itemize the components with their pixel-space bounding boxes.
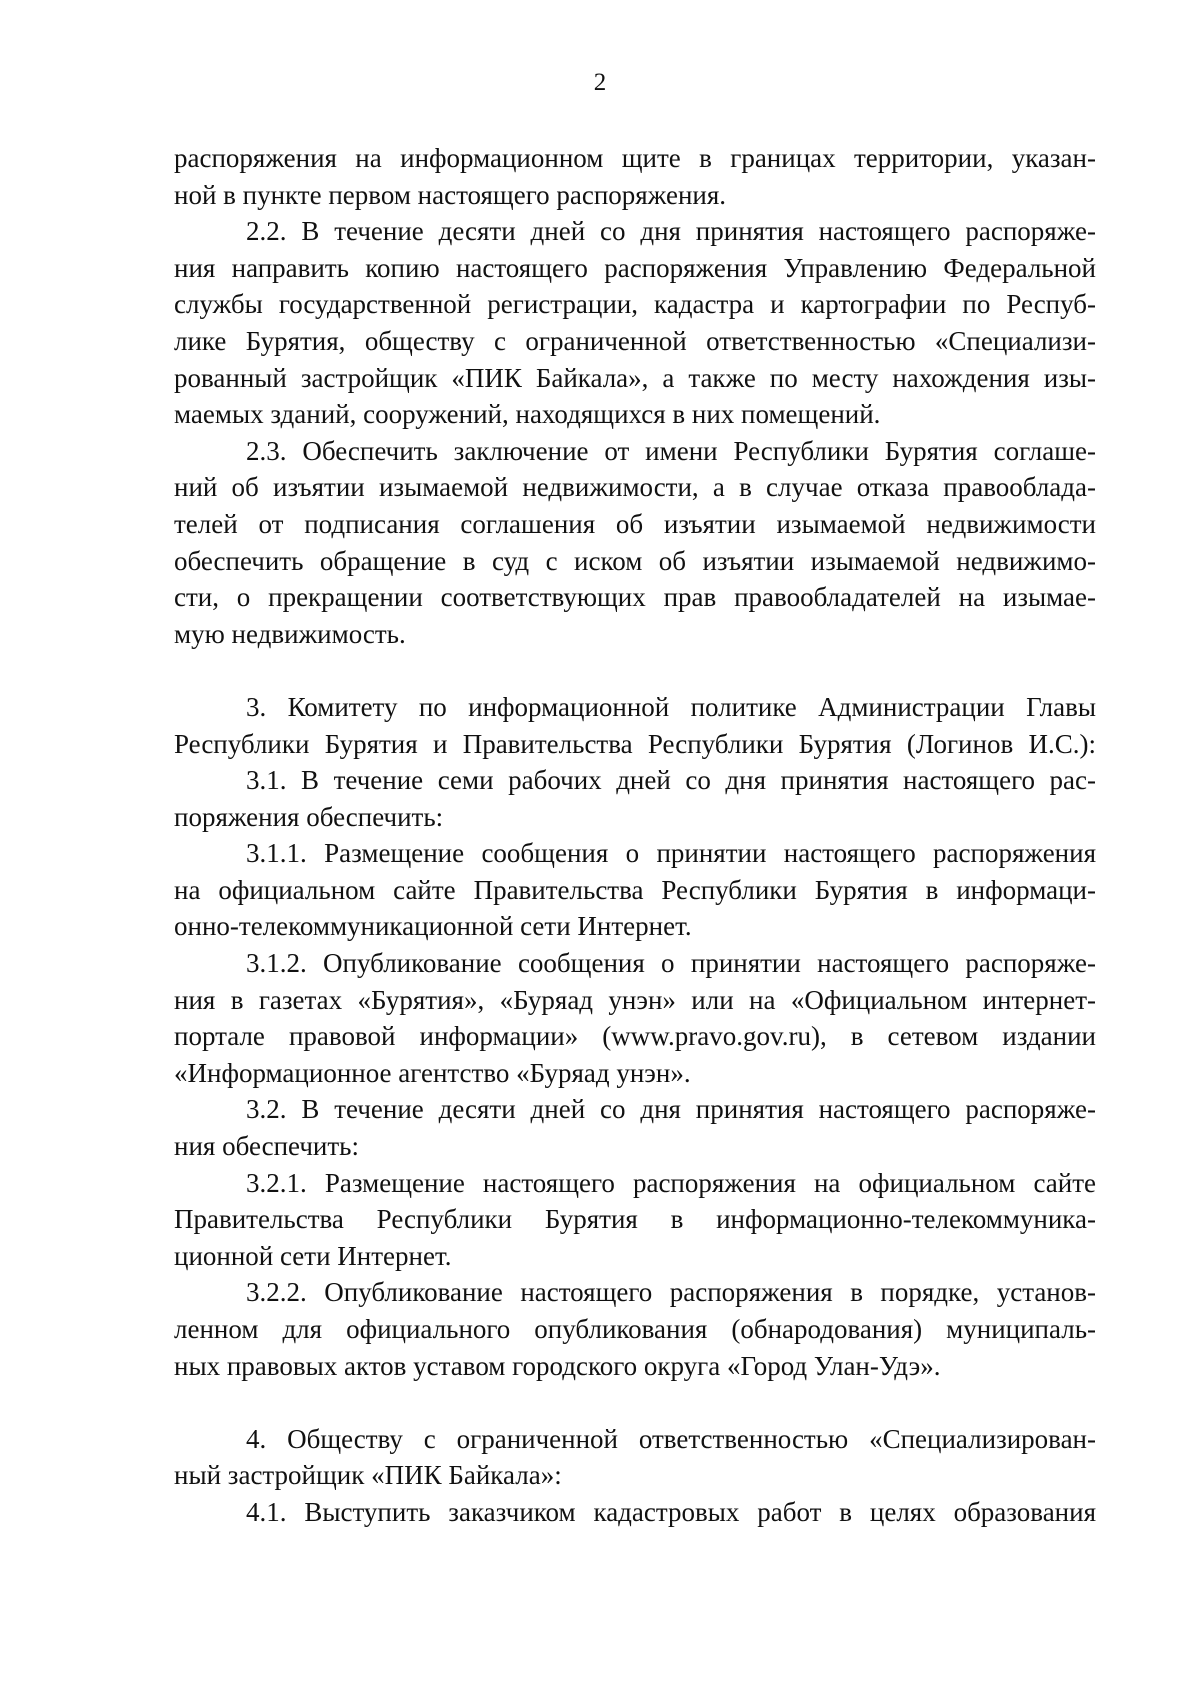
text-line: службы государственной регистрации, кадастра и картографии по Респуб- [174,289,1096,320]
text-line: мую недвижимость. [174,618,406,649]
text-line: ной в пункте первом настоящего распоряжения. [174,179,727,210]
text-line: ленном для официального опубликования (обнародования) муниципаль- [174,1314,1096,1344]
text-line: 3.1. В течение семи рабочих дней со дня принятия настоящего рас- [246,765,1096,796]
text-line: распоряжения на информационном щите в границах территории, указан- [174,143,1096,173]
text-line: телей от подписания соглашения об изъятии изымаемой недвижимости [174,508,1096,539]
text-line: 2.3. Обеспечить заключение от имени Республики Бурятия соглаше- [246,435,1096,466]
text-line: поряжения обеспечить: [174,801,444,832]
text-line: портале правовой информации» (www.pravo.gov.ru), в сетевом издании [174,1021,1096,1052]
text-line: 2.2. В течение десяти дней со дня принятия настоящего распоряже- [246,216,1096,247]
text-line: ния направить копию настоящего распоряжения Управлению Федеральной [174,252,1096,283]
text-line: 4.1. Выступить заказчиком кадастровых работ в целях образования [246,1496,1096,1527]
text-line: ний об изъятии изымаемой недвижимости, а в случае отказа правооблада- [174,472,1096,503]
text-line: ный застройщик «ПИК Байкала»: [174,1460,562,1491]
text-line: онно-телекоммуникационной сети Интернет. [174,911,692,942]
text-line: 3.2. В течение десяти дней со дня принятия настоящего распоряже- [246,1094,1096,1125]
text-line: ционной сети Интернет. [174,1240,452,1271]
text-line: маемых зданий, сооружений, находящихся в них помещений. [174,399,881,430]
text-line: Правительства Республики Бурятия в информационно-телекоммуника- [174,1204,1096,1235]
text-line: Республики Бурятия и Правительства Республики Бурятия (Логинов И.С.): [174,728,1096,759]
paragraph-gap [174,1384,1096,1421]
paragraph-gap [174,652,1096,689]
text-line: обеспечить обращение в суд с иском об изъятии изымаемой недвижимо- [174,545,1096,576]
text-line: сти, о прекращении соответствующих прав правообладателей на изымае- [174,582,1096,613]
text-line: ния в газетах «Бурятия», «Буряад унэн» или на «Официальном интернет- [174,984,1096,1015]
text-line: 3.1.2. Опубликование сообщения о принятии настоящего распоряже- [246,948,1096,979]
text-line: 3.2.1. Размещение настоящего распоряжения на официальном сайте [246,1167,1096,1198]
page-number: 2 [593,69,607,96]
text-line: ния обеспечить: [174,1131,359,1162]
text-line: 4. Обществу с ограниченной ответственностью «Специализирован- [246,1423,1096,1454]
text-line: 3. Комитету по информационной политике Администрации Главы [246,691,1096,722]
text-line: 3.1.1. Размещение сообщения о принятии настоящего распоряжения [246,838,1096,869]
text-line: ных правовых актов уставом городского округа «Город Улан-Удэ». [174,1350,941,1381]
document-body [174,140,1096,1531]
text-line: 3.2.2. Опубликование настоящего распоряжения в порядке, установ- [246,1277,1096,1308]
text-line: рованный застройщик «ПИК Байкала», а также по месту нахождения изы- [174,362,1096,393]
text-line: лике Бурятия, обществу с ограниченной ответственностью «Специализи- [174,325,1096,356]
text-line: «Информационное агентство «Буряад унэн». [174,1057,691,1088]
text-line: на официальном сайте Правительства Республики Бурятия в информаци- [174,874,1096,905]
